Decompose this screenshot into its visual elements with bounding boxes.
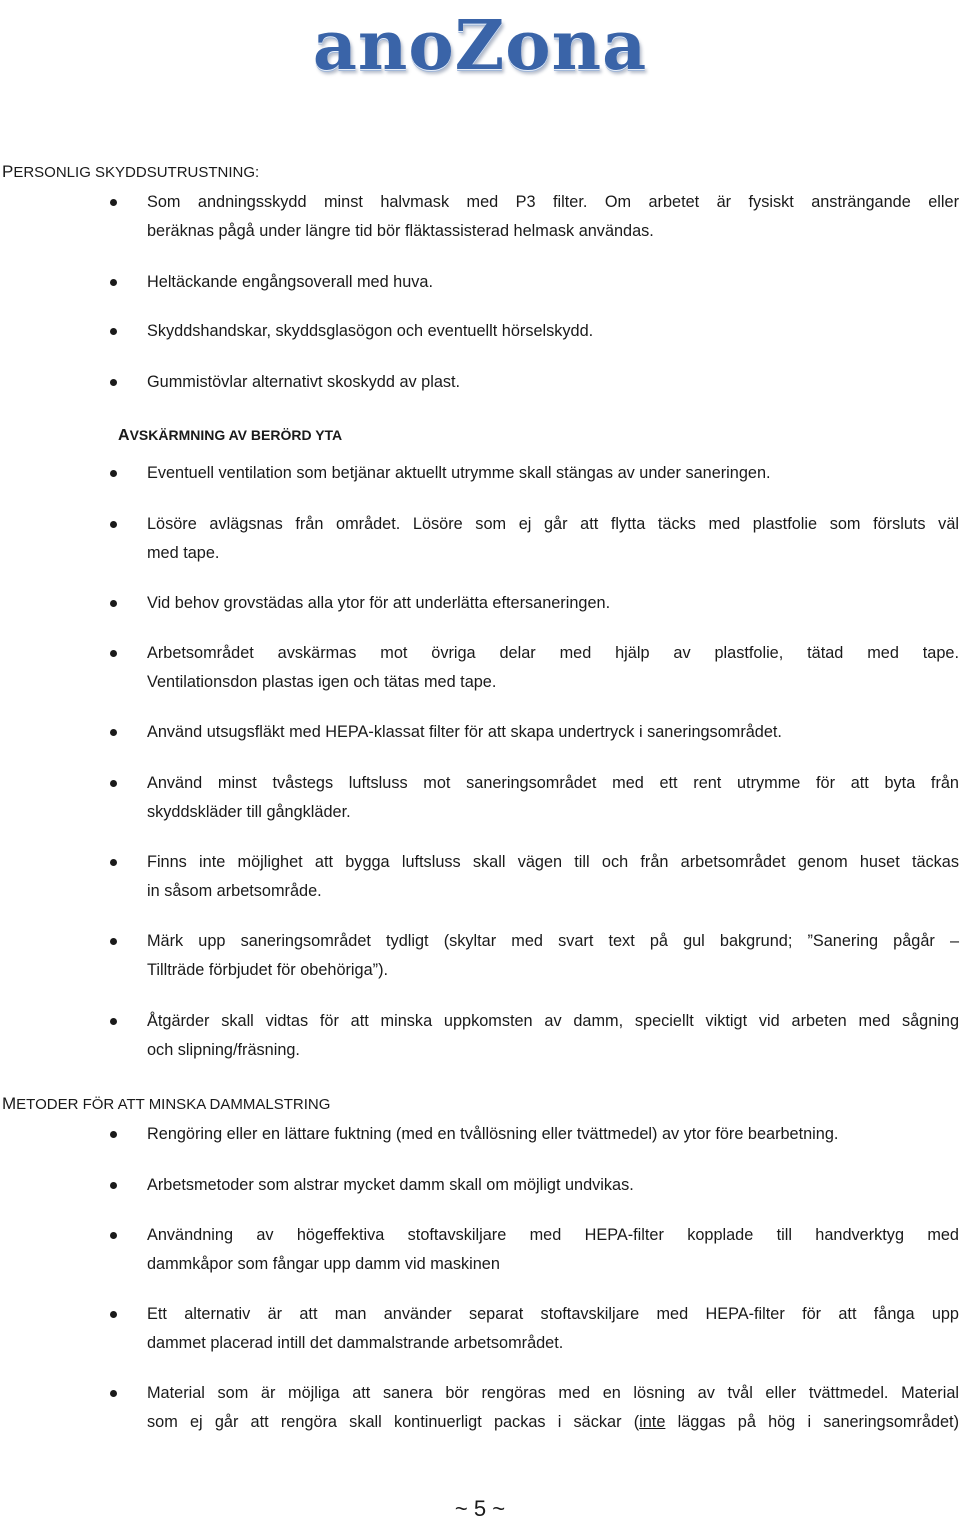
bullet-icon — [110, 859, 117, 866]
bullet-icon — [110, 470, 117, 477]
bullet-icon — [110, 521, 117, 528]
anozona-logo: anoZona — [312, 6, 648, 86]
list-item: Gummistövlar alternativt skoskydd av plast. — [147, 368, 959, 397]
bullet-icon — [110, 199, 117, 206]
list-item: Lösöre avlägsnas från området. Lösöre som ej går att flytta täcks med plastfolie som försluts väl med tape. — [147, 510, 959, 568]
list-item: Eventuell ventilation som betjänar aktuellt utrymme skall stängas av under saneringen. — [147, 459, 959, 488]
list-item: Finns inte möjlighet att bygga luftsluss skall vägen till och från arbetsområdet genom huset täckas in såsom arbetsområde. — [147, 848, 959, 906]
list-item: Som andningsskydd minst halvmask med P3 filter. Om arbetet är fysiskt ansträngande eller beräknas pågå under längre tid bör fläktassisterad helmask användas. — [147, 188, 959, 246]
list-item: Använd minst tvåstegs luftsluss mot saneringsområdet med ett rent utrymme för att byta från skyddskläder till gångkläder. — [147, 769, 959, 827]
list-item: Arbetsmetoder som alstrar mycket damm skall om möjligt undvikas. — [147, 1171, 959, 1200]
page-number: ~ 5 ~ — [454, 1496, 506, 1521]
bullet-icon — [110, 328, 117, 335]
bullet-icon — [110, 780, 117, 787]
bullet-icon — [110, 1390, 117, 1397]
list-item: Rengöring eller en lättare fuktning (med en tvållösning eller tvättmedel) av ytor före bearbetning. — [147, 1120, 959, 1149]
bullet-icon — [110, 379, 117, 386]
list-item: Märk upp saneringsområdet tydligt (skyltar med svart text på gul bakgrund; ”Sanering pågår – Tillträde förbjudet för obehöriga”). — [147, 927, 959, 985]
bullet-icon — [110, 1311, 117, 1318]
list-item: Skyddshandskar, skyddsglasögon och eventuellt hörselskydd. — [147, 317, 959, 346]
section-heading-ppe: PERSONLIG SKYDDSUTRUSTNING: — [2, 162, 260, 181]
bullet-icon — [110, 938, 117, 945]
bullet-icon — [110, 650, 117, 657]
list-item: Ett alternativ är att man använder separat stoftavskiljare med HEPA-filter för att fånga upp dammet placerad intill det dammalstrande arbetsområdet. — [147, 1300, 959, 1358]
section-heading-dust: METODER FÖR ATT MINSKA DAMMALSTRING — [2, 1094, 331, 1113]
list-item: Heltäckande engångsoverall med huva. — [147, 268, 959, 297]
bullet-icon — [110, 1131, 117, 1138]
bullet-icon — [110, 1182, 117, 1189]
bullet-icon — [110, 279, 117, 286]
bullet-icon — [110, 729, 117, 736]
list-item: Åtgärder skall vidtas för att minska uppkomsten av damm, speciellt viktigt vid arbeten med sågning och slipning/fräsning. — [147, 1007, 959, 1065]
list-item: Användning av högeffektiva stoftavskiljare med HEPA-filter kopplade till handverktyg med dammkåpor som fångar upp damm vid maskinen — [147, 1221, 959, 1279]
list-item: Vid behov grovstädas alla ytor för att underlätta eftersaneringen. — [147, 589, 959, 618]
list-item: Använd utsugsfläkt med HEPA-klassat filter för att skapa undertryck i saneringsområdet. — [147, 718, 959, 747]
emphasis-underline: inte — [639, 1413, 666, 1431]
bullet-icon — [110, 600, 117, 607]
section-heading-shielding: AVSKÄRMNING AV BERÖRD YTA — [118, 427, 343, 444]
bullet-icon — [110, 1018, 117, 1025]
list-item: Material som är möjliga att sanera bör rengöras med en lösning av tvål eller tvättmedel. Material som ej går att rengöra skall kontinuerligt packas i säckar (inte läggas på hög i saneringsområdet) — [147, 1379, 959, 1437]
list-item: Arbetsområdet avskärmas mot övriga delar med hjälp av plastfolie, tätad med tape. Ventilationsdon plastas igen och tätas med tape. — [147, 639, 959, 697]
bullet-icon — [110, 1232, 117, 1239]
